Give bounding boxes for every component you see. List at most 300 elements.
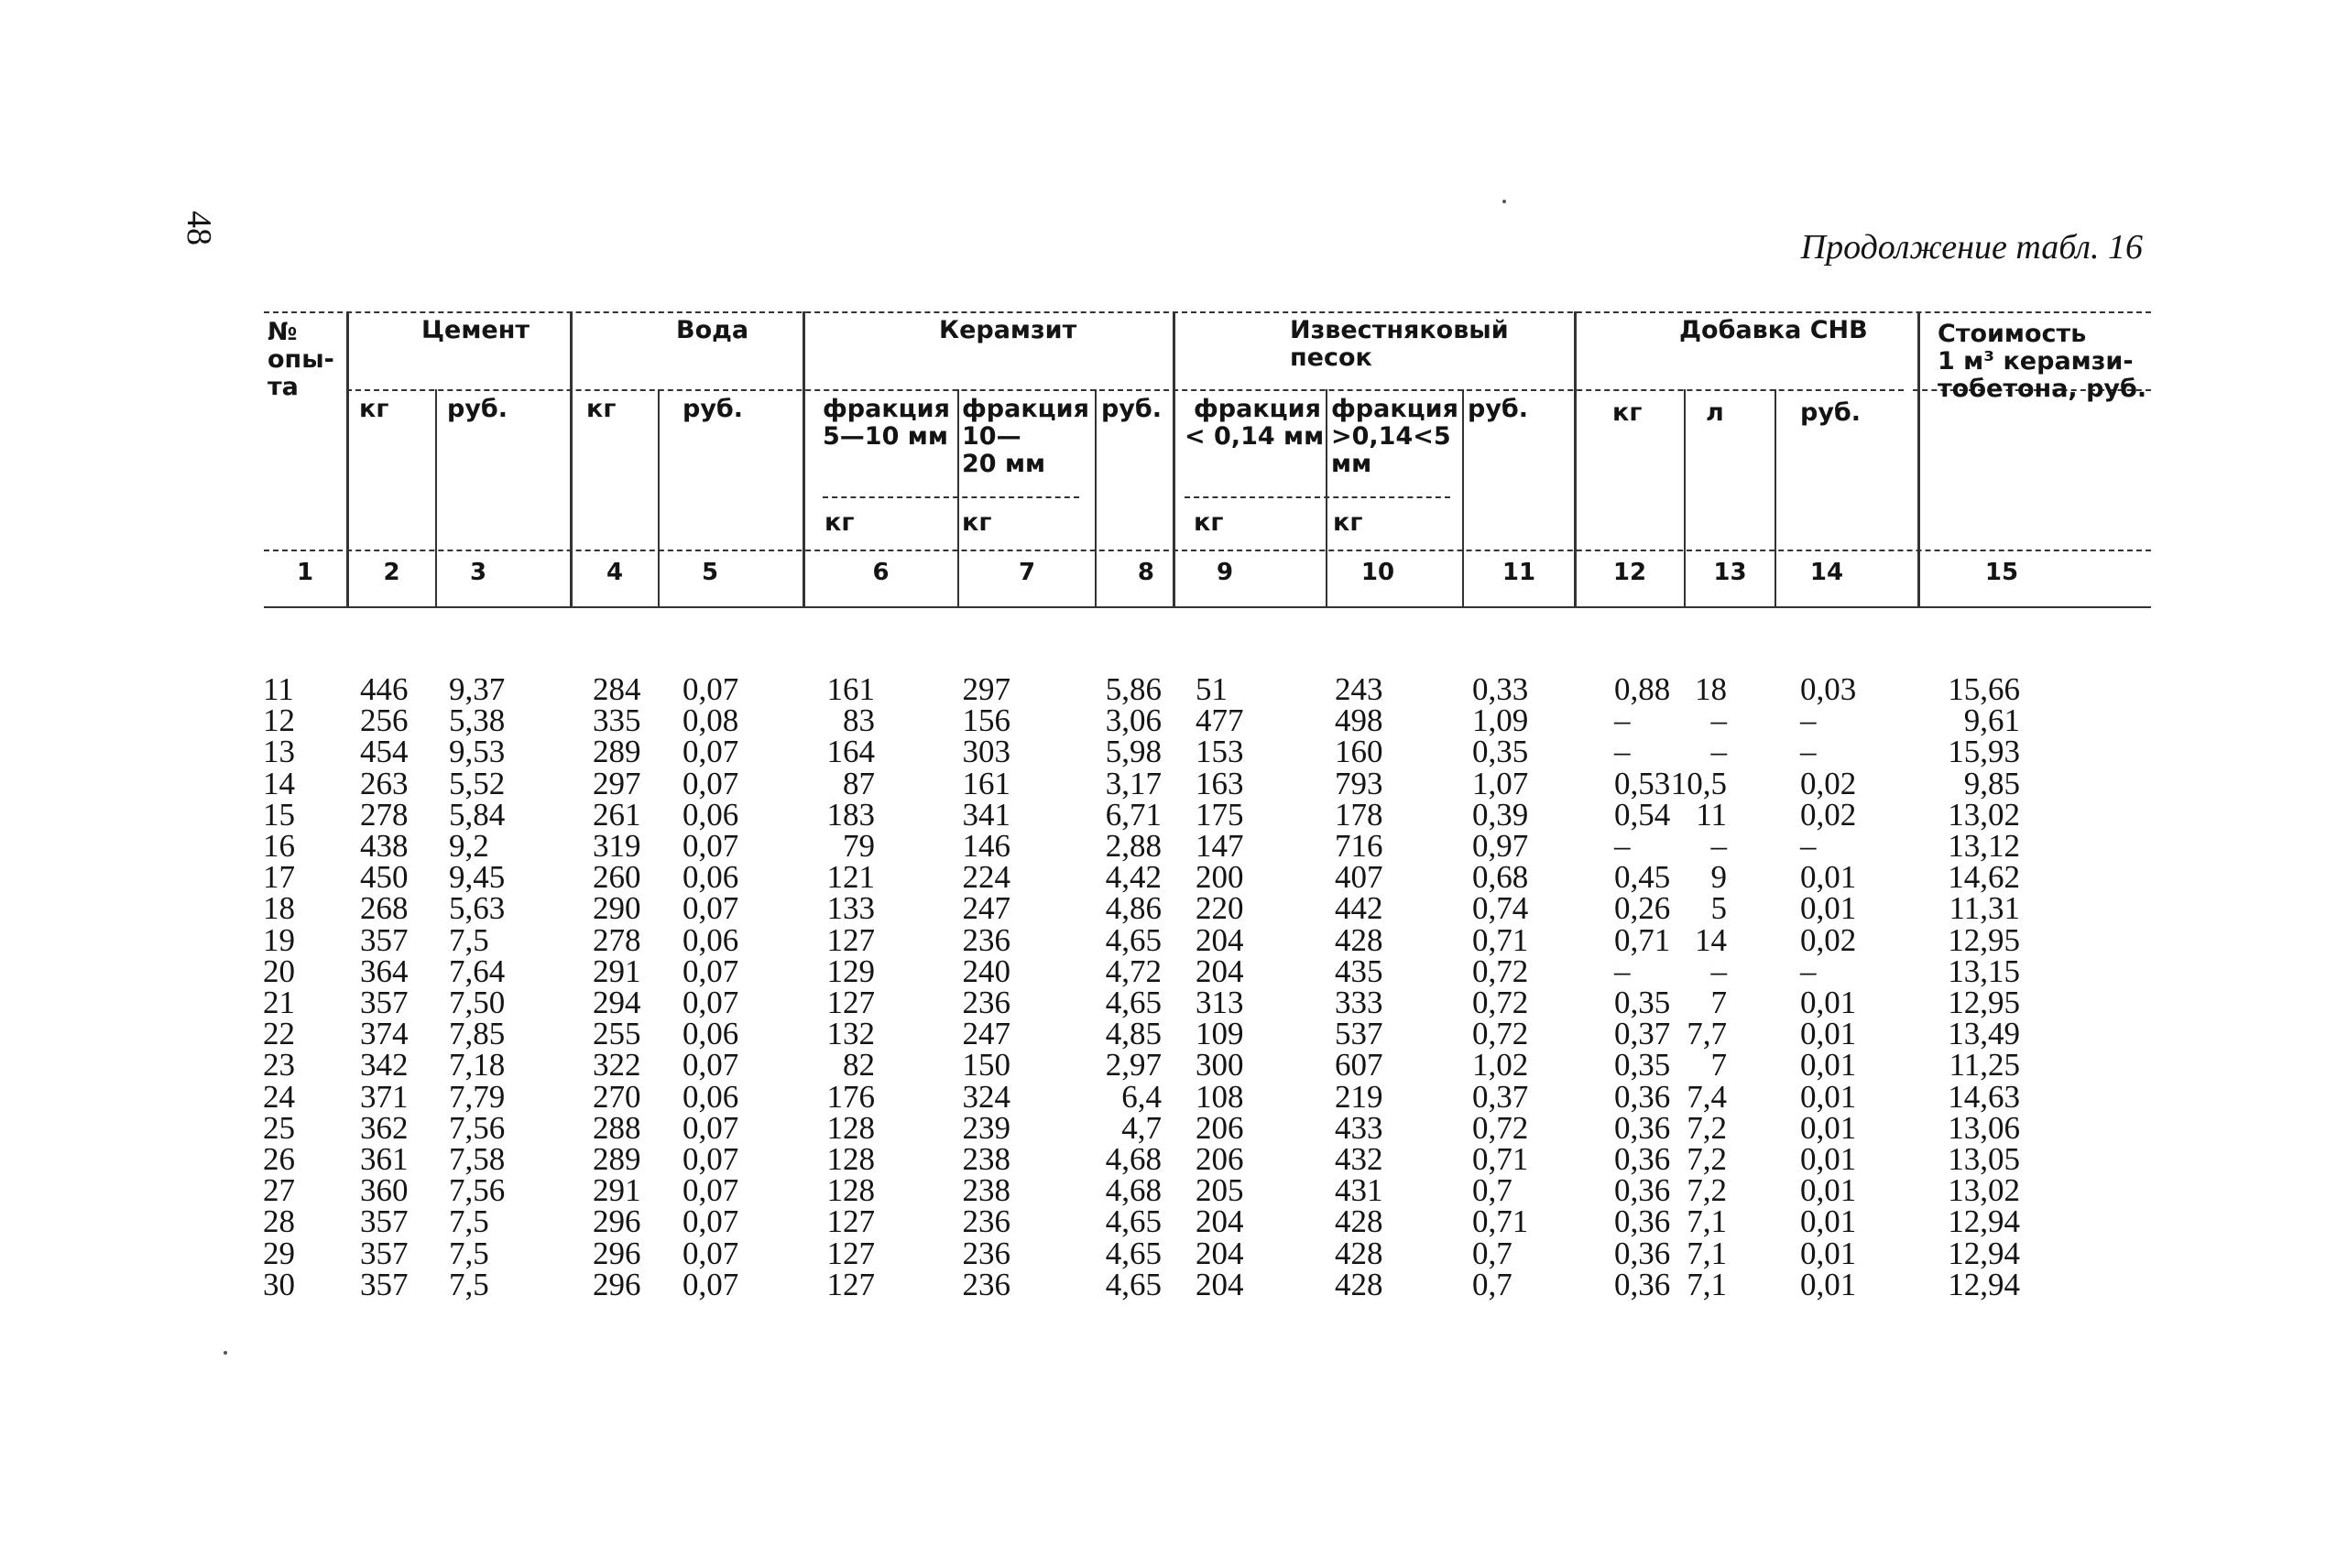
cell-water-kg: 296	[593, 1235, 641, 1271]
table-row	[0, 1203, 2326, 1240]
cell-sand-014-5-kg: 428	[1335, 1266, 1383, 1302]
cell-water-kg: 260	[593, 859, 641, 896]
cell-keramzit-5-10-kg: 132	[826, 1016, 875, 1052]
cell-sand-rub: 0,33	[1472, 671, 1529, 707]
cell-sand-014-5-kg: 160	[1335, 734, 1383, 770]
column-number: 1	[296, 559, 314, 586]
header-water-rub: руб.	[683, 395, 744, 423]
cell-keramzit-5-10-kg: 161	[826, 671, 875, 707]
scan-speck	[1502, 200, 1506, 203]
cell-cement-rub: 7,79	[449, 1078, 506, 1115]
cell-cement-kg: 371	[360, 1078, 409, 1115]
cell-additive-kg: 0,36	[1614, 1141, 1671, 1177]
cell-additive-liter: 11	[1696, 796, 1727, 833]
header-sand-rub: руб.	[1468, 395, 1529, 423]
cell-keramzit-10-20-kg: 156	[962, 702, 1010, 739]
cell-additive-kg: 0,37	[1614, 1016, 1671, 1052]
cell-cement-rub: 9,2	[449, 828, 489, 864]
cell-keramzit-5-10-kg: 128	[826, 1141, 875, 1177]
cell-water-rub: 0,06	[683, 859, 739, 896]
cell-additive-liter: 7,1	[1687, 1266, 1727, 1302]
cell-additive-kg: 0,35	[1614, 985, 1671, 1020]
cell-additive-liter: 7,2	[1687, 1109, 1727, 1146]
cell-sand-lt-014-kg: 206	[1196, 1141, 1244, 1177]
cell-sand-lt-014-kg: 204	[1196, 953, 1244, 989]
cell-keramzit-5-10-kg: 127	[826, 1203, 875, 1240]
cell-additive-rub: 0,01	[1800, 859, 1857, 896]
cell-water-rub: 0,06	[683, 1078, 739, 1115]
cell-additive-liter: 7,7	[1687, 1016, 1727, 1052]
cell-experiment-no: 30	[263, 1266, 295, 1302]
cell-additive-rub: 0,01	[1800, 1266, 1857, 1302]
cell-additive-kg: 0,45	[1614, 859, 1671, 896]
cell-cement-kg: 357	[360, 921, 409, 958]
cell-cement-kg: 342	[360, 1047, 409, 1083]
header-limestone-sand: Известняковый песок	[1290, 316, 1509, 372]
cell-water-rub: 0,07	[683, 890, 739, 927]
cell-cement-rub: 7,56	[449, 1109, 506, 1146]
cell-sand-lt-014-kg: 51	[1196, 671, 1228, 707]
cell-experiment-no: 19	[263, 921, 295, 958]
cell-sand-014-5-kg: 431	[1335, 1172, 1383, 1209]
cell-water-kg: 261	[593, 796, 641, 833]
cell-sand-014-5-kg: 442	[1335, 890, 1383, 927]
cell-experiment-no: 22	[263, 1016, 295, 1052]
cell-additive-rub: 0,01	[1800, 1172, 1857, 1209]
cell-keramzit-10-20-kg: 236	[962, 1266, 1010, 1302]
cell-sand-lt-014-kg: 200	[1196, 859, 1244, 896]
table-row	[0, 1235, 2326, 1271]
cell-cost-per-m3: 11,25	[1949, 1047, 2020, 1083]
cell-cost-per-m3: 15,66	[1948, 671, 2020, 707]
header-fraction-014-5: фракция >0,14<5 мм	[1331, 395, 1458, 478]
cell-cement-rub: 7,5	[449, 1266, 489, 1302]
cell-keramzit-10-20-kg: 247	[962, 890, 1010, 927]
cell-sand-rub: 0,39	[1472, 796, 1529, 833]
cell-sand-rub: 0,37	[1472, 1078, 1529, 1115]
cell-sand-rub: 0,7	[1472, 1235, 1512, 1271]
table-row	[0, 1141, 2326, 1177]
cell-cost-per-m3: 15,93	[1948, 734, 2020, 770]
cell-cost-per-m3: 12,95	[1948, 985, 2020, 1020]
cell-keramzit-rub: 4,86	[1105, 890, 1162, 927]
cell-cement-kg: 357	[360, 1266, 409, 1302]
table-row	[0, 765, 2326, 801]
cell-experiment-no: 14	[263, 765, 295, 801]
cell-additive-rub: 0,01	[1800, 1141, 1857, 1177]
cell-sand-rub: 0,72	[1472, 985, 1529, 1020]
cell-experiment-no: 17	[263, 859, 295, 896]
header-additive-kg: кг	[1612, 398, 1643, 427]
cell-sand-lt-014-kg: 153	[1196, 734, 1244, 770]
cell-water-kg: 289	[593, 734, 641, 770]
cell-cost-per-m3: 14,63	[1948, 1078, 2020, 1115]
cell-sand-lt-014-kg: 108	[1196, 1078, 1244, 1115]
cell-additive-liter: 7,2	[1687, 1141, 1727, 1177]
column-number: 8	[1137, 559, 1154, 586]
cell-sand-014-5-kg: 432	[1335, 1141, 1383, 1177]
cell-additive-liter: 9	[1710, 859, 1727, 896]
header-fraction-10-20-kg: кг	[962, 508, 992, 537]
cell-additive-kg: –	[1614, 702, 1631, 739]
cell-cement-rub: 9,37	[449, 671, 506, 707]
table-row	[0, 953, 2326, 989]
cell-water-rub: 0,06	[683, 796, 739, 833]
cell-sand-rub: 0,97	[1472, 828, 1529, 864]
cell-experiment-no: 25	[263, 1109, 295, 1146]
cell-sand-lt-014-kg: 205	[1196, 1172, 1244, 1209]
cell-keramzit-rub: 4,72	[1105, 953, 1162, 989]
cell-keramzit-rub: 4,65	[1105, 921, 1162, 958]
cell-cement-rub: 9,53	[449, 734, 506, 770]
cell-additive-liter: 14	[1695, 921, 1727, 958]
cell-cost-per-m3: 12,95	[1948, 921, 2020, 958]
header-cost: Стоимость 1 м³ керамзи- тобетона, руб.	[1938, 320, 2147, 403]
table-row	[0, 859, 2326, 896]
cell-keramzit-rub: 6,4	[1121, 1078, 1162, 1115]
cell-keramzit-rub: 2,88	[1105, 828, 1162, 864]
cell-sand-lt-014-kg: 147	[1196, 828, 1244, 864]
column-number: 14	[1809, 559, 1844, 586]
cell-cement-kg: 361	[360, 1141, 409, 1177]
cell-sand-lt-014-kg: 175	[1196, 796, 1244, 833]
cell-keramzit-rub: 4,65	[1105, 1235, 1162, 1271]
cell-cost-per-m3: 12,94	[1948, 1266, 2020, 1302]
table-row	[0, 1018, 2326, 1050]
cell-additive-liter: –	[1710, 702, 1727, 739]
cell-sand-lt-014-kg: 206	[1196, 1109, 1244, 1146]
cell-cement-rub: 7,64	[449, 953, 506, 989]
cell-keramzit-rub: 4,85	[1105, 1016, 1162, 1052]
cell-additive-kg: 0,54	[1614, 796, 1671, 833]
cell-cost-per-m3: 13,49	[1948, 1016, 2020, 1052]
cell-water-rub: 0,06	[683, 921, 739, 958]
cell-cost-per-m3: 13,06	[1948, 1109, 2020, 1146]
cell-additive-kg: 0,88	[1614, 671, 1671, 707]
cell-sand-014-5-kg: 716	[1335, 828, 1383, 864]
header-subgroup-rule	[346, 389, 1904, 391]
cell-additive-liter: –	[1710, 734, 1727, 770]
cell-keramzit-10-20-kg: 224	[962, 859, 1010, 896]
cell-additive-rub: 0,01	[1800, 890, 1857, 927]
scan-speck	[224, 1351, 227, 1355]
cell-keramzit-rub: 3,06	[1105, 702, 1162, 739]
cell-cement-rub: 7,56	[449, 1172, 506, 1209]
cell-sand-014-5-kg: 428	[1335, 1203, 1383, 1240]
cell-keramzit-rub: 2,97	[1105, 1047, 1162, 1083]
cell-keramzit-10-20-kg: 341	[962, 796, 1010, 833]
header-cement: Цемент	[421, 316, 530, 344]
cell-water-rub: 0,07	[683, 985, 739, 1020]
cell-additive-liter: 7,2	[1687, 1172, 1727, 1209]
column-number: 6	[872, 559, 890, 586]
cell-cement-kg: 360	[360, 1172, 409, 1209]
cell-sand-rub: 1,07	[1472, 765, 1529, 801]
cell-water-kg: 290	[593, 890, 641, 927]
cell-cost-per-m3: 12,94	[1948, 1203, 2020, 1240]
cell-experiment-no: 26	[263, 1141, 295, 1177]
cell-additive-kg: 0,36	[1614, 1078, 1671, 1115]
column-number: 10	[1360, 559, 1395, 586]
cell-keramzit-5-10-kg: 127	[826, 1235, 875, 1271]
cell-sand-lt-014-kg: 204	[1196, 1235, 1244, 1271]
cell-sand-014-5-kg: 498	[1335, 702, 1383, 739]
cell-keramzit-5-10-kg: 128	[826, 1172, 875, 1209]
cell-cement-kg: 278	[360, 796, 409, 833]
cell-cement-kg: 263	[360, 765, 409, 801]
cell-additive-rub: 0,02	[1800, 921, 1857, 958]
cell-keramzit-10-20-kg: 239	[962, 1109, 1010, 1146]
cell-sand-014-5-kg: 607	[1335, 1047, 1383, 1083]
cell-sand-014-5-kg: 537	[1335, 1016, 1383, 1052]
column-number: 7	[1018, 559, 1036, 586]
cell-cement-kg: 357	[360, 985, 409, 1020]
cell-additive-kg: 0,71	[1614, 921, 1671, 958]
cell-cost-per-m3: 14,62	[1948, 859, 2020, 896]
table-row	[0, 1172, 2326, 1209]
cell-cement-rub: 7,5	[449, 1235, 489, 1271]
cell-cost-per-m3: 9,61	[1963, 702, 2020, 739]
cell-cement-rub: 7,5	[449, 921, 489, 958]
cell-additive-liter: –	[1710, 953, 1727, 989]
cell-additive-kg: 0,53	[1614, 765, 1671, 801]
cell-water-kg: 322	[593, 1047, 641, 1083]
cell-additive-rub: 0,01	[1800, 1109, 1857, 1146]
cell-keramzit-rub: 5,86	[1105, 671, 1162, 707]
column-number: 9	[1216, 559, 1234, 586]
cell-sand-lt-014-kg: 204	[1196, 1203, 1244, 1240]
column-number-top-rule	[264, 550, 2151, 551]
column-number-bottom-rule	[264, 606, 2151, 608]
cell-additive-kg: 0,36	[1614, 1203, 1671, 1240]
cell-keramzit-5-10-kg: 127	[826, 1266, 875, 1302]
table-row	[0, 890, 2326, 927]
column-number: 15	[1984, 559, 2019, 586]
cell-additive-liter: 18	[1695, 671, 1727, 707]
cell-keramzit-5-10-kg: 164	[826, 734, 875, 770]
cell-cement-kg: 450	[360, 859, 409, 896]
cell-experiment-no: 28	[263, 1203, 295, 1240]
cell-sand-rub: 0,71	[1472, 921, 1529, 958]
cell-experiment-no: 23	[263, 1047, 295, 1083]
cell-cost-per-m3: 13,02	[1948, 1172, 2020, 1209]
header-water: Вода	[676, 316, 749, 344]
cell-keramzit-10-20-kg: 240	[962, 953, 1010, 989]
header-fraction-lt-014-kg: кг	[1194, 508, 1224, 537]
cell-sand-014-5-kg: 435	[1335, 953, 1383, 989]
cell-keramzit-5-10-kg: 82	[843, 1047, 875, 1083]
cell-sand-lt-014-kg: 163	[1196, 765, 1244, 801]
column-number: 3	[469, 559, 487, 586]
header-additive-rub: руб.	[1800, 398, 1862, 427]
cell-keramzit-5-10-kg: 79	[843, 828, 875, 864]
table-row	[0, 1109, 2326, 1146]
cell-keramzit-5-10-kg: 87	[843, 765, 875, 801]
cell-additive-rub: –	[1800, 734, 1817, 770]
cell-sand-lt-014-kg: 477	[1196, 702, 1244, 739]
cell-keramzit-rub: 4,65	[1105, 1203, 1162, 1240]
cell-water-kg: 335	[593, 702, 641, 739]
cell-keramzit-10-20-kg: 238	[962, 1141, 1010, 1177]
cell-keramzit-rub: 4,42	[1105, 859, 1162, 896]
cell-water-rub: 0,07	[683, 1266, 739, 1302]
cell-cost-per-m3: 11,31	[1949, 890, 2020, 927]
cell-water-rub: 0,07	[683, 1203, 739, 1240]
cell-additive-rub: 0,02	[1800, 796, 1857, 833]
cell-water-rub: 0,07	[683, 1047, 739, 1083]
header-fraction-014-5-kg: кг	[1333, 508, 1363, 537]
cell-keramzit-rub: 4,65	[1105, 985, 1162, 1020]
cell-water-kg: 270	[593, 1078, 641, 1115]
table-row	[0, 1078, 2326, 1115]
column-number: 13	[1713, 559, 1747, 586]
cell-sand-lt-014-kg: 300	[1196, 1047, 1244, 1083]
cell-experiment-no: 27	[263, 1172, 295, 1209]
cell-cement-kg: 446	[360, 671, 409, 707]
table-row	[0, 828, 2326, 864]
cell-additive-kg: 0,36	[1614, 1172, 1671, 1209]
cell-cement-kg: 364	[360, 953, 409, 989]
cell-additive-rub: 0,01	[1800, 1016, 1857, 1052]
cell-additive-rub: 0,03	[1800, 671, 1857, 707]
cell-keramzit-rub: 3,17	[1105, 765, 1162, 801]
cell-additive-rub: 0,01	[1800, 985, 1857, 1020]
header-experiment-no: № опы- та	[268, 318, 334, 401]
cell-additive-liter: 7,1	[1687, 1235, 1727, 1271]
cell-cement-kg: 357	[360, 1235, 409, 1271]
table-row	[0, 736, 2326, 768]
column-number: 4	[606, 559, 624, 586]
cell-cement-rub: 7,18	[449, 1047, 506, 1083]
cell-keramzit-10-20-kg: 161	[962, 765, 1010, 801]
cell-experiment-no: 13	[263, 734, 295, 770]
cell-sand-rub: 0,68	[1472, 859, 1529, 896]
cell-additive-rub: –	[1800, 953, 1817, 989]
cell-sand-lt-014-kg: 313	[1196, 985, 1244, 1020]
cell-sand-rub: 0,72	[1472, 953, 1529, 989]
cell-sand-rub: 1,09	[1472, 702, 1529, 739]
cell-keramzit-5-10-kg: 129	[826, 953, 875, 989]
cell-water-kg: 289	[593, 1141, 641, 1177]
cell-additive-kg: –	[1614, 953, 1631, 989]
cell-additive-rub: 0,01	[1800, 1235, 1857, 1271]
cell-cost-per-m3: 13,05	[1948, 1141, 2020, 1177]
cell-water-rub: 0,07	[683, 1172, 739, 1209]
cell-sand-014-5-kg: 333	[1335, 985, 1383, 1020]
cell-additive-kg: 0,36	[1614, 1109, 1671, 1146]
cell-cement-rub: 5,52	[449, 765, 506, 801]
header-fraction-5-10: фракция 5—10 мм	[823, 395, 950, 451]
cell-sand-014-5-kg: 407	[1335, 859, 1383, 896]
cell-keramzit-10-20-kg: 297	[962, 671, 1010, 707]
cell-water-kg: 296	[593, 1203, 641, 1240]
cell-additive-liter: –	[1710, 828, 1727, 864]
cell-water-kg: 284	[593, 671, 641, 707]
cell-cement-rub: 5,84	[449, 796, 506, 833]
cell-keramzit-5-10-kg: 83	[843, 702, 875, 739]
cell-keramzit-10-20-kg: 236	[962, 985, 1010, 1020]
cell-experiment-no: 11	[263, 671, 294, 707]
cell-cement-kg: 374	[360, 1016, 409, 1052]
cell-cost-per-m3: 13,15	[1948, 953, 2020, 989]
cell-sand-014-5-kg: 178	[1335, 796, 1383, 833]
cell-additive-liter: 5	[1710, 890, 1727, 927]
cell-additive-kg: –	[1614, 734, 1631, 770]
table-row	[0, 1266, 2326, 1302]
page-number: 48	[180, 211, 218, 245]
cell-keramzit-5-10-kg: 128	[826, 1109, 875, 1146]
cell-water-kg: 291	[593, 953, 641, 989]
cell-cost-per-m3: 12,94	[1948, 1235, 2020, 1271]
cell-additive-kg: 0,36	[1614, 1266, 1671, 1302]
table-row	[0, 796, 2326, 833]
header-water-kg: кг	[586, 395, 617, 423]
cell-water-kg: 319	[593, 828, 641, 864]
cell-keramzit-rub: 5,98	[1105, 734, 1162, 770]
cell-additive-rub: 0,01	[1800, 1203, 1857, 1240]
cell-water-rub: 0,06	[683, 1016, 739, 1052]
cell-keramzit-10-20-kg: 150	[962, 1047, 1010, 1083]
cell-sand-lt-014-kg: 220	[1196, 890, 1244, 927]
cell-water-rub: 0,07	[683, 953, 739, 989]
cell-additive-rub: 0,01	[1800, 1078, 1857, 1115]
cell-keramzit-10-20-kg: 247	[962, 1016, 1010, 1052]
cell-sand-rub: 0,72	[1472, 1109, 1529, 1146]
cell-additive-liter: 10,5	[1670, 765, 1727, 801]
column-number: 11	[1502, 559, 1536, 586]
cell-experiment-no: 15	[263, 796, 295, 833]
cell-experiment-no: 12	[263, 702, 295, 739]
cell-sand-lt-014-kg: 204	[1196, 1266, 1244, 1302]
cell-water-rub: 0,07	[683, 671, 739, 707]
table-caption: Продолжение табл. 16	[1800, 228, 2143, 267]
cell-cost-per-m3: 13,02	[1948, 796, 2020, 833]
cell-additive-liter: 7,1	[1687, 1203, 1727, 1240]
cell-sand-014-5-kg: 428	[1335, 921, 1383, 958]
table-row	[0, 671, 2326, 707]
cell-cement-rub: 9,45	[449, 859, 506, 896]
cell-experiment-no: 29	[263, 1235, 295, 1271]
cell-keramzit-rub: 4,68	[1105, 1172, 1162, 1209]
cell-keramzit-10-20-kg: 324	[962, 1078, 1010, 1115]
cell-additive-rub: –	[1800, 702, 1817, 739]
header-fraction-lt-014: фракция < 0,14 мм	[1185, 395, 1325, 451]
header-cement-kg: кг	[359, 395, 389, 423]
cell-additive-kg: 0,35	[1614, 1047, 1671, 1083]
header-keramzit-rub: руб.	[1101, 395, 1163, 423]
cell-water-kg: 294	[593, 985, 641, 1020]
cell-additive-rub: –	[1800, 828, 1817, 864]
cell-keramzit-5-10-kg: 127	[826, 921, 875, 958]
cell-sand-lt-014-kg: 204	[1196, 921, 1244, 958]
cell-water-kg: 278	[593, 921, 641, 958]
cell-cement-kg: 454	[360, 734, 409, 770]
cell-water-kg: 291	[593, 1172, 641, 1209]
header-fraction-10-20: фракция 10— 20 мм	[962, 395, 1089, 478]
cell-cement-rub: 7,5	[449, 1203, 489, 1240]
cell-additive-liter: 7	[1710, 1047, 1727, 1083]
cell-sand-014-5-kg: 433	[1335, 1109, 1383, 1146]
cell-water-rub: 0,07	[683, 828, 739, 864]
cell-sand-rub: 1,02	[1472, 1047, 1529, 1083]
cell-cement-kg: 357	[360, 1203, 409, 1240]
cell-keramzit-10-20-kg: 236	[962, 1203, 1010, 1240]
cell-additive-liter: 7,4	[1687, 1078, 1727, 1115]
cell-sand-rub: 0,7	[1472, 1266, 1512, 1302]
cell-sand-rub: 0,72	[1472, 1016, 1529, 1052]
cell-additive-liter: 7	[1710, 985, 1727, 1020]
column-number: 2	[383, 559, 400, 586]
